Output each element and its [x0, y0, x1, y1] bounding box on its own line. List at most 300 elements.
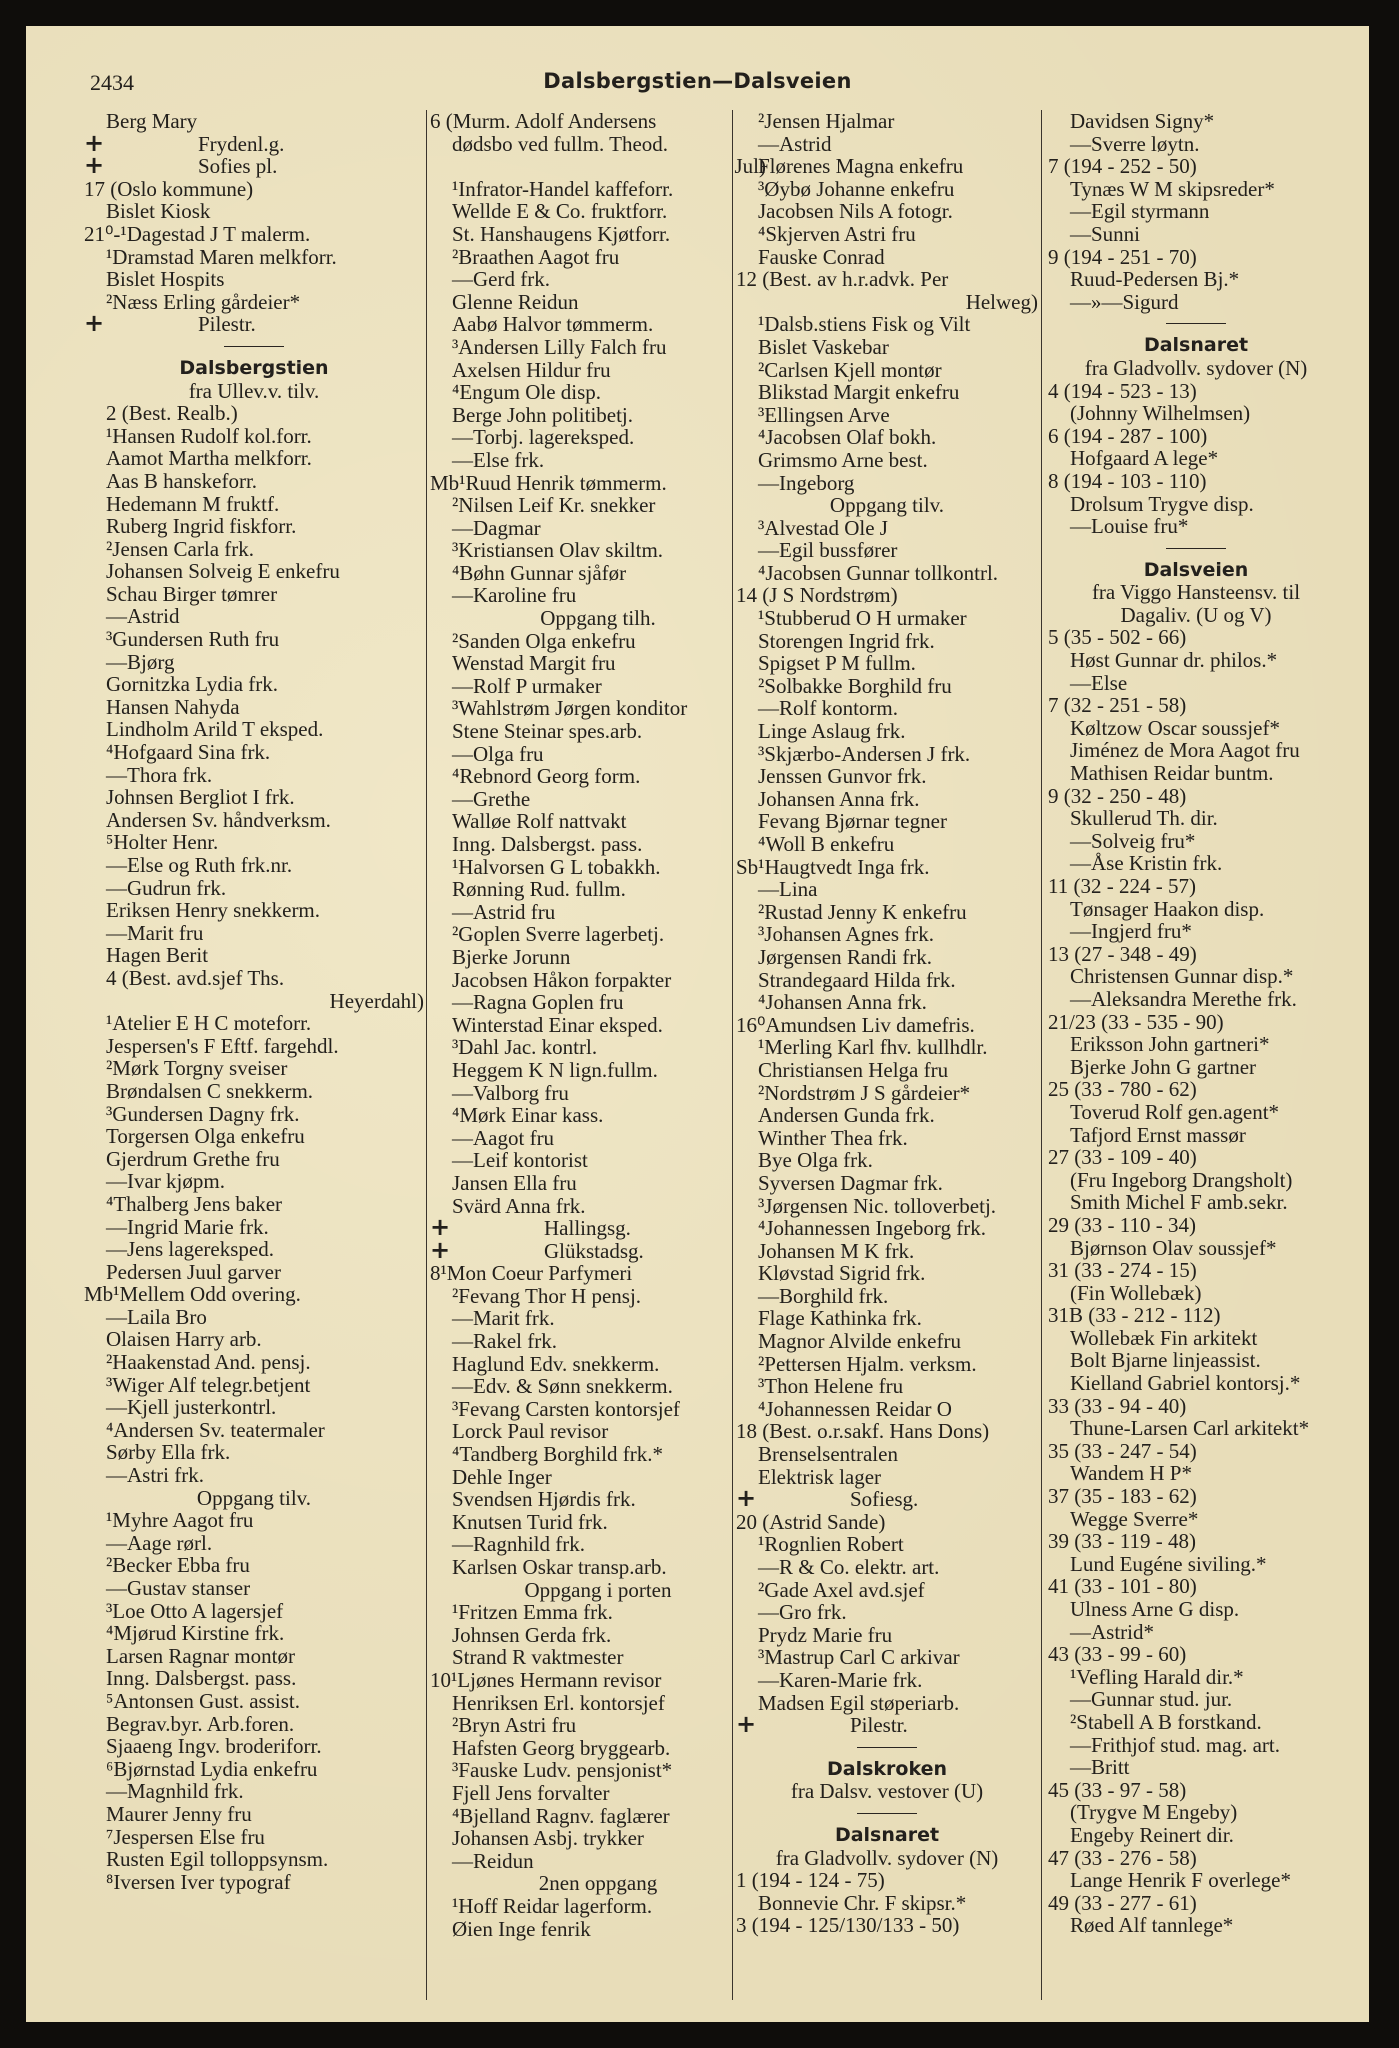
- resident-entry: Jacobsen Håkon forpakter: [452, 967, 672, 992]
- cross-street-label: Sofiesg.: [850, 1487, 919, 1512]
- resident-entry: 4 (Best. avd.sjef Ths.: [106, 965, 285, 990]
- section-note: fra Ullev.v. tilv.: [188, 378, 320, 403]
- resident-entry: ⁴Skjerven Astri fru: [758, 221, 916, 246]
- resident-entry: ⁴Andersen Sv. teatermaler: [106, 1417, 325, 1442]
- resident-entry: (Johnny Wilhelmsen): [1070, 401, 1251, 426]
- resident-entry: Bjerke John G gartner: [1070, 1054, 1257, 1079]
- resident-entry: ²Næss Erling gårdeier*: [106, 289, 301, 314]
- address-entry: 20 (Astrid Sande): [736, 1509, 886, 1534]
- cross-street-icon: +: [84, 128, 105, 157]
- resident-entry: —Olga fru: [452, 741, 544, 766]
- entry-continuation: Helweg): [965, 289, 1038, 314]
- resident-entry: Olaisen Harry arb.: [106, 1327, 262, 1352]
- resident-entry: Storengen Ingrid frk.: [758, 628, 935, 653]
- resident-entry: Mathisen Reidar buntm.: [1070, 761, 1274, 786]
- resident-entry: Bislet Hospits: [106, 267, 225, 292]
- resident-entry: —Aleksandra Merethe frk.: [1070, 986, 1297, 1011]
- resident-entry: Jacobsen Nils A fotogr.: [758, 199, 953, 224]
- resident-entry: ¹Merling Karl fhv. kullhdlr.: [758, 1035, 988, 1060]
- resident-entry: Inng. Dalsbergst. pass.: [106, 1666, 297, 1691]
- resident-entry: ¹Infrator-Handel kaffeforr.: [452, 176, 674, 201]
- column-divider: [1041, 110, 1042, 2000]
- resident-entry: ³Johansen Agnes frk.: [758, 922, 935, 947]
- resident-entry: Christensen Gunnar disp.*: [1070, 964, 1294, 989]
- resident-entry: Wenstad Margit fru: [452, 651, 616, 676]
- resident-entry: Eriksen Henry snekkerm.: [106, 898, 321, 923]
- resident-entry: Spigset P M fullm.: [758, 651, 916, 676]
- resident-entry: Tønsager Haakon disp.: [1070, 896, 1265, 921]
- resident-entry: ³Alvestad Ole J: [758, 515, 888, 540]
- resident-entry: ²Stabell A B forstkand.: [1070, 1709, 1262, 1734]
- resident-entry: Ruud-Pedersen Bj.*: [1070, 267, 1240, 292]
- address-entry: 18 (Best. o.r.sakf. Hans Dons): [736, 1419, 990, 1444]
- resident-entry: Maurer Jenny fru: [106, 1801, 252, 1826]
- resident-entry: Strand R vaktmester: [452, 1645, 624, 1670]
- resident-entry: —Jens lagereksped.: [106, 1237, 274, 1262]
- resident-entry: Axelsen Hildur fru: [452, 357, 611, 382]
- resident-entry: Winther Thea frk.: [758, 1125, 908, 1150]
- resident-entry: Rønning Rud. fullm.: [452, 877, 626, 902]
- resident-entry: —Bjørg: [106, 649, 175, 674]
- resident-entry: —Rakel frk.: [452, 1329, 557, 1354]
- resident-entry: Eriksson John gartneri*: [1070, 1032, 1270, 1057]
- resident-entry: Ruberg Ingrid fiskforr.: [106, 514, 297, 539]
- resident-entry: Aas B hanskeforr.: [106, 468, 258, 493]
- resident-entry: —Aagot fru: [452, 1125, 555, 1150]
- cross-street-icon: +: [430, 1235, 451, 1264]
- resident-entry: ²Sanden Olga enkefru: [452, 628, 636, 653]
- resident-entry: Kielland Gabriel kontorsj.*: [1070, 1371, 1301, 1396]
- resident-entry: —Åse Kristin frk.: [1070, 851, 1223, 876]
- resident-entry: —Leif kontorist: [452, 1148, 588, 1173]
- address-entry: 5 (35 - 502 - 66): [1048, 625, 1187, 650]
- section-note: fra Gladvollv. sydover (N): [775, 1845, 999, 1870]
- resident-entry: Smith Michel F amb.sekr.: [1070, 1190, 1288, 1215]
- resident-entry: Aabø Halvor tømmerm.: [452, 312, 654, 337]
- resident-entry: —Sverre løytn.: [1070, 131, 1200, 156]
- resident-entry: Bolt Bjarne linjeassist.: [1070, 1348, 1261, 1373]
- address-entry: 7 (194 - 252 - 50): [1048, 154, 1197, 179]
- resident-entry: ³Andersen Lilly Falch fru: [452, 334, 667, 359]
- column-divider: [732, 110, 733, 2000]
- resident-entry: Fauske Conrad: [758, 244, 885, 269]
- resident-entry: —Ivar kjøpm.: [106, 1169, 225, 1194]
- resident-entry: Skullerud Th. dir.: [1070, 806, 1218, 831]
- address-entry: 47 (33 - 276 - 58): [1048, 1845, 1197, 1870]
- resident-entry: Aamot Martha melkforr.: [106, 446, 312, 471]
- resident-entry: Engeby Reinert dir.: [1070, 1822, 1234, 1847]
- running-head: Dalsbergstien—Dalsveien: [543, 69, 852, 93]
- resident-entry: —Thora frk.: [106, 762, 213, 787]
- section-note: Oppgang tilv.: [196, 1485, 312, 1510]
- resident-entry: Brøndalsen C snekkerm.: [106, 1078, 314, 1103]
- resident-entry: ⁴Johannessen Reidar O: [758, 1396, 952, 1421]
- cross-street: [84, 151, 424, 180]
- resident-entry: —Karen-Marie frk.: [758, 1667, 923, 1692]
- address-entry: 43 (33 - 99 - 60): [1048, 1642, 1187, 1667]
- resident-entry: ²Nordstrøm J S gårdeier*: [758, 1080, 971, 1105]
- resident-entry: —Gro frk.: [758, 1600, 847, 1625]
- resident-entry: —Rolf kontorm.: [758, 696, 898, 721]
- resident-entry: ¹Stubberud O H urmaker: [758, 606, 967, 631]
- resident-entry: Larsen Ragnar montør: [106, 1643, 295, 1668]
- resident-entry: ¹Atelier E H C moteforr.: [106, 1011, 312, 1036]
- cross-street-label: Pilestr.: [198, 312, 256, 337]
- resident-entry: Jiménez de Mora Aagot fru: [1070, 738, 1300, 763]
- resident-entry: ³Dahl Jac. kontrl.: [452, 1035, 598, 1060]
- resident-entry: —Aage rørl.: [106, 1530, 213, 1555]
- resident-entry: ³Fauske Ludv. pensjonist*: [452, 1758, 673, 1783]
- address-entry: 45 (33 - 97 - 58): [1048, 1777, 1187, 1802]
- cross-street-icon: +: [430, 1213, 451, 1242]
- cross-street: [84, 309, 424, 338]
- section-note: Dagaliv. (U og V): [1120, 602, 1272, 627]
- address-entry: 8¹Mon Coeur Parfymeri: [430, 1261, 633, 1286]
- address-entry: 25 (33 - 780 - 62): [1048, 1077, 1197, 1102]
- resident-entry: ⁴Rebnord Georg form.: [452, 764, 641, 789]
- resident-entry: ²Becker Ebba fru: [106, 1553, 250, 1578]
- address-entry: 16⁰Amundsen Liv damefris.: [736, 1012, 975, 1037]
- resident-entry: Jenssen Gunvor frk.: [758, 764, 927, 789]
- resident-entry: Høst Gunnar dr. philos.*: [1070, 648, 1278, 673]
- address-entry: 1 (194 - 124 - 75): [736, 1868, 885, 1893]
- resident-entry: Berg Mary: [106, 110, 198, 133]
- resident-entry: Rusten Egil tolloppsynsm.: [106, 1847, 329, 1872]
- street-heading: Dalsnaret: [1143, 334, 1249, 357]
- entry-continuation: Heyerdahl): [329, 988, 424, 1013]
- resident-entry: —Ragna Goplen fru: [452, 990, 624, 1015]
- resident-entry: —Egil styrmann: [1070, 199, 1210, 224]
- address-entry: 6 (Murm. Adolf Andersens: [430, 110, 657, 133]
- resident-entry: Johnsen Bergliot I frk.: [106, 785, 295, 810]
- resident-entry: (Fru Ingeborg Drangsholt): [1070, 1167, 1293, 1192]
- resident-entry: ³Ellingsen Arve: [758, 402, 890, 427]
- resident-entry: Wollebæk Fin arkitekt: [1070, 1325, 1258, 1350]
- resident-entry: ⁴Jacobsen Gunnar tollkontrl.: [758, 560, 999, 585]
- resident-entry: Wegge Sverre*: [1070, 1506, 1199, 1531]
- section-divider: [857, 1747, 917, 1748]
- section-note: fra Dalsv. vestover (U): [790, 1779, 984, 1804]
- column-3: [736, 110, 1038, 2000]
- cross-street-icon: +: [736, 1710, 757, 1739]
- resident-entry: Lund Eugéne siviling.*: [1070, 1551, 1267, 1576]
- resident-entry: —Gunnar stud. jur.: [1070, 1687, 1233, 1712]
- resident-entry: —Magnhild frk.: [106, 1779, 244, 1804]
- resident-entry: ²Solbakke Borghild fru: [758, 673, 952, 698]
- resident-entry: (Trygve M Engeby): [1070, 1800, 1238, 1825]
- resident-entry: ⁴Woll B enkefru: [758, 832, 895, 856]
- resident-entry: Linge Aslaug frk.: [758, 719, 906, 744]
- address-entry: 21/23 (33 - 535 - 90): [1048, 1009, 1224, 1034]
- resident-entry: —Ingjerd fru*: [1070, 919, 1192, 944]
- resident-entry: Prydz Marie fru: [758, 1622, 893, 1647]
- resident-entry: —Kjell justerkontrl.: [106, 1395, 277, 1420]
- resident-entry: Sørby Ella frk.: [106, 1440, 231, 1465]
- resident-entry: ³Gundersen Dagny frk.: [106, 1101, 300, 1126]
- resident-entry: ¹Halvorsen G L tobakkh.: [452, 854, 661, 879]
- resident-entry: Drolsum Trygve disp.: [1070, 491, 1254, 516]
- resident-entry: Andersen Sv. håndverksm.: [106, 807, 331, 832]
- resident-entry: ³Fevang Carsten kontorsjef: [452, 1396, 680, 1421]
- resident-entry: —Ragnhild frk.: [452, 1532, 585, 1557]
- resident-entry: Sjaaeng Ingv. broderiforr.: [106, 1734, 322, 1759]
- resident-entry: ⁵Holter Henr.: [106, 830, 219, 855]
- resident-entry: Wellde E & Co. fruktforr.: [452, 199, 668, 224]
- resident-entry: ²Nilsen Leif Kr. snekker: [452, 493, 656, 518]
- section-note: Oppgang tilh.: [540, 606, 656, 631]
- street-heading: Dalsnaret: [834, 1823, 940, 1846]
- cross-street-label: Sofies pl.: [198, 154, 278, 179]
- resident-entry: Lorck Paul revisor: [452, 1419, 609, 1444]
- resident-entry: Madsen Egil støperiarb.: [758, 1690, 960, 1715]
- resident-entry: Andersen Gunda frk.: [758, 1103, 935, 1128]
- resident-entry: —Grethe: [452, 786, 531, 811]
- resident-entry: ¹Rognlien Robert: [758, 1532, 904, 1557]
- address-entry: Sb¹Haugtvedt Inga frk.: [736, 854, 930, 879]
- resident-entry: ⁴Bjelland Ragnv. faglærer: [452, 1803, 670, 1828]
- resident-entry: dødsbo ved fullm. Theod.: [452, 131, 669, 156]
- resident-entry: Berge John politibetj.: [452, 402, 634, 427]
- resident-entry: ³Loe Otto A lagersjef: [106, 1598, 284, 1623]
- resident-entry: Blikstad Margit enkefru: [758, 380, 960, 405]
- address-entry: 41 (33 - 101 - 80): [1048, 1574, 1197, 1599]
- address-entry: 10¹Ljønes Hermann revisor: [430, 1667, 662, 1692]
- resident-entry: Johansen Anna frk.: [758, 786, 920, 811]
- section-divider: [1166, 548, 1226, 549]
- resident-entry: Thune-Larsen Carl arkitekt*: [1070, 1416, 1310, 1441]
- resident-entry: ¹Dalsb.stiens Fisk og Vilt: [758, 312, 971, 337]
- street-heading: Dalsveien: [1143, 558, 1249, 581]
- resident-entry: —Astri frk.: [106, 1463, 204, 1488]
- resident-entry: —Else: [1070, 670, 1128, 695]
- resident-entry: Winterstad Einar eksped.: [452, 1012, 663, 1037]
- resident-entry: Øien Inge fenrik: [452, 1916, 591, 1941]
- column-1: [84, 110, 424, 2000]
- resident-entry: ⁴Johannessen Ingeborg frk.: [758, 1216, 986, 1241]
- cross-street-label: Glükstadsg.: [544, 1238, 644, 1263]
- resident-entry: ⁴Tandberg Borghild frk.*: [452, 1442, 663, 1467]
- directory-page: [26, 26, 1369, 2022]
- section-note: fra Gladvollv. sydover (N): [1084, 355, 1308, 380]
- resident-entry: Køltzow Oscar soussjef*: [1070, 715, 1280, 740]
- resident-entry: —Else og Ruth frk.nr.: [106, 853, 293, 877]
- page-number: 2434: [90, 70, 134, 95]
- street-heading: Dalsbergstien: [179, 356, 329, 379]
- resident-entry: ⁵Antonsen Gust. assist.: [106, 1688, 300, 1713]
- resident-entry: Bye Olga frk.: [758, 1148, 873, 1173]
- resident-entry: Flage Kathinka frk.: [758, 1306, 922, 1331]
- resident-entry: 2 (Best. Realb.): [106, 401, 238, 426]
- resident-entry: Bislet Vaskebar: [758, 334, 889, 359]
- resident-entry: Johansen M K frk.: [758, 1238, 915, 1263]
- address-entry: 29 (33 - 110 - 34): [1048, 1212, 1196, 1237]
- resident-entry: Lindholm Arild T eksped.: [106, 717, 324, 742]
- resident-entry: ³Wiger Alf telegr.betjent: [106, 1372, 311, 1397]
- section-divider: [857, 1813, 917, 1814]
- cross-street: [736, 1484, 1038, 1513]
- address-entry: 39 (33 - 119 - 48): [1048, 1529, 1196, 1554]
- resident-entry: —Sunni: [1070, 221, 1141, 246]
- resident-entry: ⁶Bjørnstad Lydia enkefru: [106, 1756, 318, 1781]
- cross-street-label: Hallingsg.: [544, 1216, 631, 1241]
- resident-entry: ⁴Hofgaard Sina frk.: [106, 740, 271, 765]
- resident-entry: Fevang Bjørnar tegner: [758, 809, 947, 834]
- section-note: Oppgang i porten: [524, 1577, 672, 1602]
- resident-entry: ⁷Jespersen Else fru: [106, 1824, 265, 1849]
- resident-entry: Hedemann M fruktf.: [106, 491, 280, 516]
- resident-entry: —Astrid: [106, 604, 180, 629]
- resident-entry: Dehle Inger: [452, 1464, 552, 1489]
- resident-entry: Begrav.byr. Arb.foren.: [106, 1711, 295, 1736]
- resident-entry: ³Thon Helene fru: [758, 1374, 904, 1399]
- resident-entry: Grimsmo Arne best.: [758, 447, 928, 472]
- resident-entry: —Marit frk.: [452, 1306, 555, 1331]
- resident-entry: —Egil bussfører: [758, 538, 898, 563]
- address-entry: 8 (194 - 103 - 110): [1048, 468, 1207, 493]
- resident-entry: Røed Alf tannlege*: [1070, 1913, 1234, 1938]
- address-entry: 12 (Best. av h.r.advk. Per: [736, 267, 949, 292]
- resident-entry: Pedersen Juul garver: [106, 1259, 281, 1284]
- resident-entry: Kløvstad Sigrid frk.: [758, 1261, 926, 1286]
- resident-entry: —Britt: [1070, 1755, 1130, 1780]
- resident-entry: Svendsen Hjørdis frk.: [452, 1487, 636, 1512]
- resident-entry: ²Rustad Jenny K enkefru: [758, 899, 967, 924]
- section-divider: [1166, 323, 1226, 324]
- resident-entry: Toverud Rolf gen.agent*: [1070, 1099, 1280, 1124]
- cross-street-label: Frydenl.g.: [198, 131, 285, 156]
- resident-entry: Karlsen Oskar transp.arb.: [452, 1555, 667, 1579]
- resident-entry: Inng. Dalsbergst. pass.: [452, 832, 643, 856]
- address-entry: 13 (27 - 348 - 49): [1048, 941, 1197, 966]
- resident-entry: Wandem H P*: [1070, 1461, 1192, 1486]
- resident-entry: ²Fevang Thor H pensj.: [452, 1283, 642, 1308]
- resident-entry: ²Gade Axel avd.sjef: [758, 1577, 925, 1602]
- address-entry: 14 (J S Nordstrøm): [736, 583, 898, 608]
- resident-entry: ²Pettersen Hjalm. verksm.: [758, 1351, 977, 1376]
- resident-entry: Johnsen Gerda frk.: [452, 1622, 612, 1647]
- resident-entry: —Torbj. lagereksped.: [452, 425, 635, 450]
- resident-entry: Christiansen Helga fru: [758, 1057, 949, 1082]
- resident-entry: ⁴Mjørud Kirstine frk.: [106, 1621, 285, 1646]
- address-entry: 21⁰-¹Dagestad J T malerm.: [84, 221, 311, 246]
- resident-entry: Hofgaard A lege*: [1070, 446, 1219, 471]
- resident-entry: Tynæs W M skipsreder*: [1070, 176, 1275, 201]
- address-entry: 37 (35 - 183 - 62): [1048, 1484, 1197, 1509]
- resident-entry: —Reidun: [452, 1848, 534, 1873]
- resident-entry: Brenselsentralen: [758, 1442, 898, 1467]
- address-entry: 35 (33 - 247 - 54): [1048, 1438, 1197, 1463]
- resident-entry: —Louise fru*: [1070, 514, 1189, 539]
- resident-entry: —Marit fru: [106, 920, 204, 945]
- entry-continuation: Jul): [734, 154, 766, 179]
- resident-entry: Johansen Asbj. trykker: [452, 1826, 644, 1851]
- address-entry: 6 (194 - 287 - 100): [1048, 423, 1208, 448]
- resident-entry: ⁴Jacobsen Olaf bokh.: [758, 425, 937, 450]
- resident-entry: Svärd Anna frk.: [452, 1193, 586, 1218]
- address-entry: 9 (194 - 251 - 70): [1048, 244, 1197, 269]
- resident-entry: Walløe Rolf nattvakt: [452, 809, 627, 834]
- resident-entry: Gornitzka Lydia frk.: [106, 672, 279, 697]
- column-divider: [426, 110, 427, 2000]
- resident-entry: ⁴Johansen Anna frk.: [758, 990, 927, 1015]
- resident-entry: ²Carlsen Kjell montør: [758, 357, 942, 382]
- address-entry: 27 (33 - 109 - 40): [1048, 1145, 1197, 1170]
- cross-street: [430, 1235, 766, 1264]
- address-entry: Mb¹Ruud Henrik tømmerm.: [430, 470, 667, 495]
- column-4: [1048, 110, 1344, 2000]
- resident-entry: Johansen Solveig E enkefru: [106, 559, 340, 584]
- resident-entry: —»—Sigurd: [1070, 289, 1179, 314]
- address-entry: 4 (194 - 523 - 13): [1048, 378, 1197, 403]
- resident-entry: Henriksen Erl. kontorsjef: [452, 1690, 665, 1715]
- address-entry: Mb¹Mellem Odd overing.: [84, 1282, 301, 1307]
- resident-entry: —Valborg fru: [452, 1080, 569, 1105]
- resident-entry: ²Jensen Hjalmar: [758, 110, 895, 133]
- resident-entry: Stene Steinar spes.arb.: [452, 719, 643, 744]
- resident-entry: (Fin Wollebæk): [1070, 1280, 1202, 1305]
- address-entry: 49 (33 - 277 - 61): [1048, 1890, 1197, 1915]
- resident-entry: ²Goplen Sverre lagerbetj.: [452, 922, 665, 947]
- resident-entry: ⁴Engum Ole disp.: [452, 380, 602, 405]
- cross-street-label: Pilestr.: [850, 1713, 908, 1738]
- resident-entry: —Astrid: [758, 131, 832, 156]
- address-entry: 11 (32 - 224 - 57): [1048, 874, 1196, 898]
- resident-entry: ¹Fritzen Emma frk.: [452, 1600, 613, 1625]
- resident-entry: ³Kristiansen Olav skiltm.: [452, 538, 664, 563]
- resident-entry: —Frithjof stud. mag. art.: [1070, 1732, 1280, 1757]
- resident-entry: —Lina: [758, 877, 818, 902]
- resident-entry: Gjerdrum Grethe fru: [106, 1146, 280, 1171]
- cross-street: [736, 1710, 1038, 1739]
- resident-entry: ²Haakenstad And. pensj.: [106, 1350, 311, 1375]
- resident-entry: Bislet Kiosk: [106, 199, 211, 224]
- resident-entry: Magnor Alvilde enkefru: [758, 1329, 961, 1354]
- cross-street-icon: +: [736, 1484, 757, 1513]
- address-entry: 7 (32 - 251 - 58): [1048, 693, 1187, 718]
- resident-entry: ²Bryn Astri fru: [452, 1713, 577, 1738]
- resident-entry: Flørenes Magna enkefru: [758, 154, 964, 179]
- street-heading: Dalskroken: [826, 1757, 947, 1780]
- resident-entry: ³Gundersen Ruth fru: [106, 627, 280, 652]
- resident-entry: —Borghild frk.: [758, 1283, 889, 1308]
- resident-entry: —Else frk.: [452, 447, 545, 472]
- resident-entry: —Solveig fru*: [1070, 828, 1196, 853]
- resident-entry: ³Skjærbo-Andersen J frk.: [758, 741, 971, 766]
- resident-entry: —Gustav stanser: [106, 1576, 251, 1600]
- address-entry: 31B (33 - 212 - 112): [1048, 1303, 1221, 1328]
- resident-entry: Hansen Nahyda: [106, 694, 240, 719]
- resident-entry: Schau Birger tømrer: [106, 581, 278, 606]
- resident-entry: —Edv. & Sønn snekkerm.: [452, 1374, 673, 1399]
- resident-entry: ³Mastrup Carl C arkivar: [758, 1645, 960, 1670]
- resident-entry: Tafjord Ernst massør: [1070, 1122, 1246, 1147]
- resident-entry: Hafsten Georg bryggearb.: [452, 1735, 671, 1760]
- resident-entry: Fjell Jens forvalter: [452, 1780, 610, 1805]
- section-note: Oppgang tilv.: [829, 493, 945, 518]
- resident-entry: Glenne Reidun: [452, 289, 579, 314]
- resident-entry: —Astrid*: [1070, 1619, 1154, 1644]
- resident-entry: Syversen Dagmar frk.: [758, 1170, 943, 1195]
- section-note: fra Viggo Hansteensv. til: [1091, 580, 1301, 605]
- resident-entry: Bjørnson Olav soussjef*: [1070, 1235, 1277, 1260]
- resident-entry: —Astrid fru: [452, 899, 556, 924]
- resident-entry: Jørgensen Randi frk.: [758, 944, 932, 969]
- resident-entry: —Laila Bro: [106, 1304, 207, 1329]
- resident-entry: Strandegaard Hilda frk.: [758, 967, 956, 992]
- cross-street: [430, 1213, 766, 1242]
- resident-entry: Torgersen Olga enkefru: [106, 1124, 305, 1149]
- resident-entry: —Gudrun frk.: [106, 875, 227, 900]
